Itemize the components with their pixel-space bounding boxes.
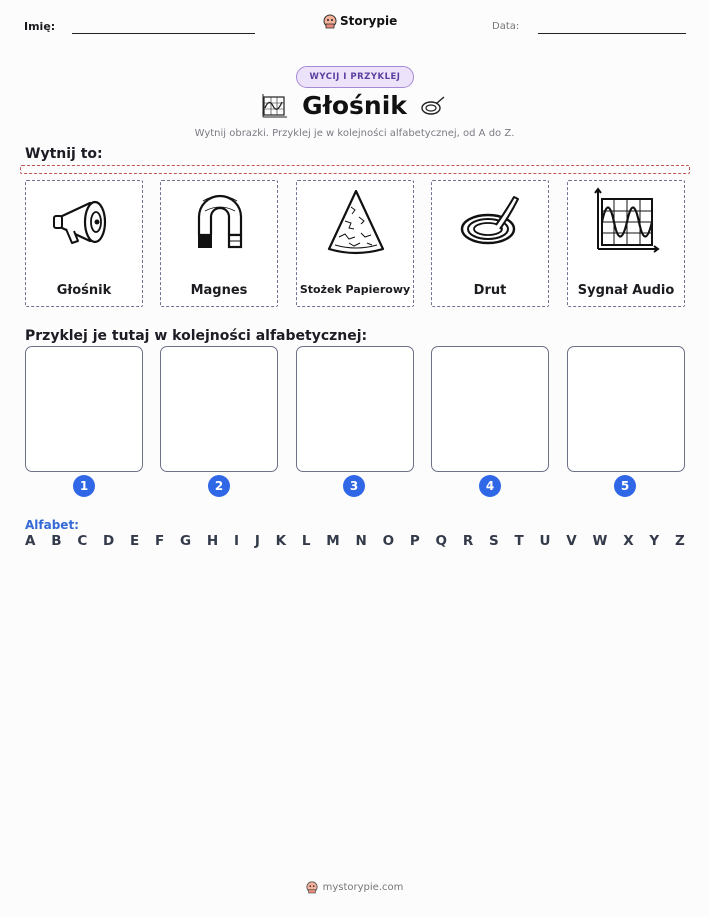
brand-name: Storypie: [340, 14, 398, 28]
cut-line[interactable]: [20, 165, 690, 174]
alphabet-letter: W: [592, 533, 608, 549]
alphabet-letter: N: [355, 533, 367, 549]
paper-cone-icon: [321, 187, 391, 257]
alphabet-letter: I: [234, 533, 240, 549]
date-label: Data:: [492, 21, 520, 32]
brand-logo: [323, 13, 397, 29]
alphabet-heading: Alfabet:: [25, 518, 79, 532]
alphabet-letter: G: [180, 533, 192, 549]
date-line[interactable]: [538, 33, 686, 34]
card-label: Stożek Papierowy: [299, 283, 411, 296]
cut-heading: Wytnij to:: [25, 146, 103, 162]
cut-card[interactable]: [567, 180, 685, 307]
cut-card[interactable]: [431, 180, 549, 307]
alphabet-letter: Z: [674, 533, 685, 549]
megaphone-icon: [50, 187, 120, 257]
footer-url: mystorypie.com: [322, 881, 404, 893]
alphabet-letter: J: [254, 533, 260, 549]
alphabet-letter: F: [155, 533, 165, 549]
alphabet-letter: M: [326, 533, 340, 549]
footer: [0, 880, 709, 894]
alphabet-letter: E: [130, 533, 140, 549]
wire-doodle-icon: [420, 95, 446, 117]
storypie-mascot-icon: [323, 13, 337, 29]
slot-number: 1: [73, 475, 95, 497]
slot-number: 2: [208, 475, 230, 497]
audio-signal-icon: [592, 187, 662, 257]
cut-card[interactable]: [25, 180, 143, 307]
alphabet-letter: P: [409, 533, 420, 549]
alphabet-letter: D: [103, 533, 115, 549]
card-label: Drut: [473, 283, 507, 298]
alphabet-letter: A: [25, 533, 36, 549]
slot-number: 5: [614, 475, 636, 497]
instructions: Wytnij obrazki. Przyklej je w kolejności alfabetycznej, od A do Z.: [194, 128, 515, 139]
card-label: Magnes: [190, 283, 248, 298]
alphabet-row: [25, 533, 685, 549]
paste-heading: Przyklej je tutaj w kolejności alfabetycznej:: [25, 328, 368, 344]
alphabet-letter: S: [489, 533, 499, 549]
alphabet-letter: H: [206, 533, 219, 549]
alphabet-letter: Q: [435, 533, 448, 549]
slot-number: 3: [343, 475, 365, 497]
alphabet-letter: B: [51, 533, 62, 549]
alphabet-letter: U: [539, 533, 551, 549]
name-label: Imię:: [24, 20, 56, 33]
wire-coil-icon: [456, 187, 526, 257]
alphabet-letter: L: [301, 533, 311, 549]
paste-slot[interactable]: [25, 346, 143, 472]
cut-card[interactable]: [296, 180, 414, 307]
storypie-mascot-icon: [306, 880, 318, 894]
alphabet-letter: X: [623, 533, 634, 549]
page-title: Głośnik: [302, 91, 407, 120]
activity-badge: WYCIJ I PRZYKLEJ: [296, 66, 414, 88]
alphabet-letter: O: [382, 533, 395, 549]
magnet-icon: [185, 187, 255, 257]
paste-slot[interactable]: [431, 346, 549, 472]
card-label: Sygnał Audio: [577, 283, 675, 298]
alphabet-letter: K: [275, 533, 287, 549]
cut-card[interactable]: [160, 180, 278, 307]
card-label: Głośnik: [56, 283, 112, 298]
name-line[interactable]: [72, 33, 255, 34]
alphabet-letter: C: [77, 533, 88, 549]
alphabet-letter: R: [462, 533, 474, 549]
alphabet-letter: Y: [649, 533, 660, 549]
alphabet-letter: V: [566, 533, 577, 549]
slot-number: 4: [479, 475, 501, 497]
alphabet-letter: T: [514, 533, 524, 549]
paste-slot[interactable]: [296, 346, 414, 472]
paste-slot[interactable]: [160, 346, 278, 472]
paste-slot[interactable]: [567, 346, 685, 472]
